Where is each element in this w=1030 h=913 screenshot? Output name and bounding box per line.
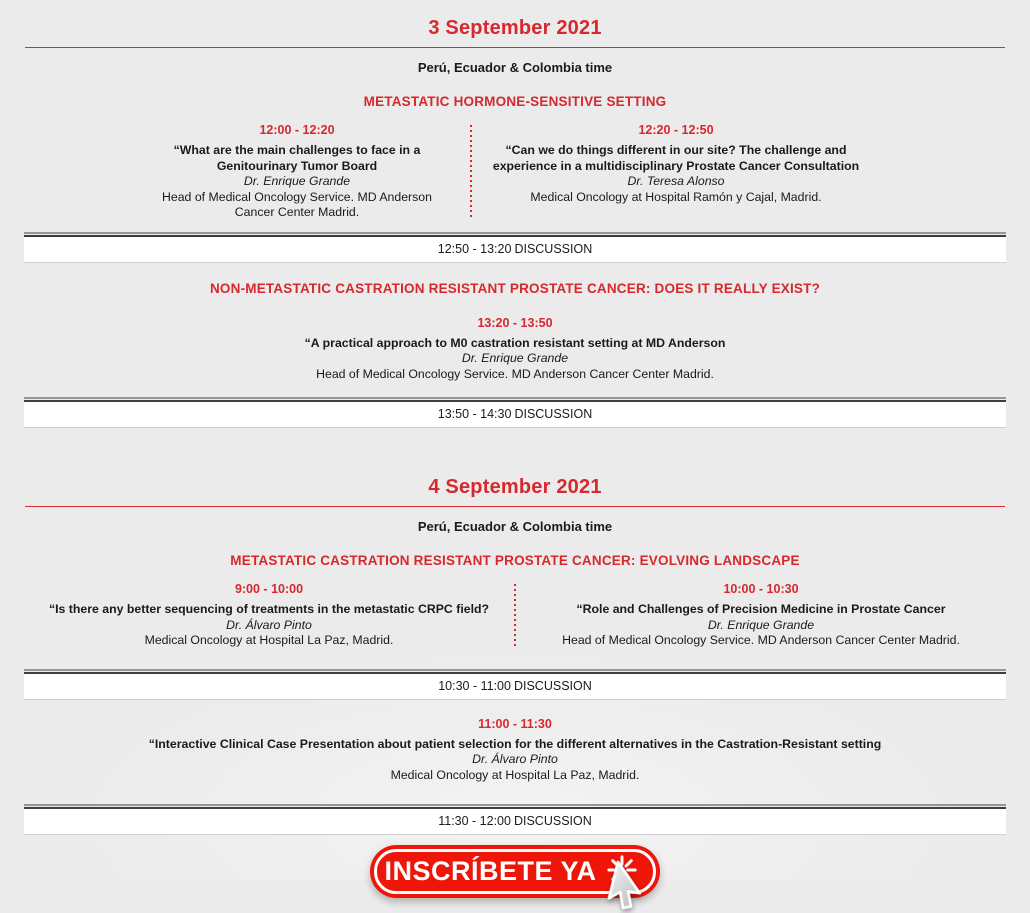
session-card (516, 582, 1006, 649)
session-columns (24, 123, 1006, 221)
discussion-time: 12:50 - 13:20 (437, 241, 512, 256)
register-button-area (0, 845, 1030, 898)
session-title-line: “A practical approach to M0 castration resistant setting at MD Anderson (304, 335, 726, 350)
discussion-time: 11:30 - 12:00 (438, 814, 511, 828)
register-button-label: INSCRÍBETE YA (384, 856, 597, 886)
session-time: 13:20 - 13:50 (477, 315, 553, 330)
day-4-september-2021 (0, 475, 1030, 835)
session-affiliation-line: Head of Medical Oncology Service. MD Anderson (162, 189, 432, 204)
session-card (24, 316, 1006, 383)
discussion-bar (24, 232, 1006, 263)
timezone-note: Perú, Ecuador & Colombia time (417, 519, 613, 534)
session-time: 10:00 - 10:30 (723, 582, 799, 596)
session-time: 9:00 - 10:00 (234, 582, 304, 596)
date-heading: 3 September 2021 (428, 17, 602, 39)
session-speaker: Dr. Álvaro Pinto (226, 617, 312, 632)
bar-top-line (24, 397, 1006, 399)
discussion-bar (24, 804, 1006, 835)
bar-top-line (24, 669, 1006, 671)
session-speaker: Dr. Álvaro Pinto (472, 752, 558, 766)
session-title-line: “Can we do things different in our site? The challenge and (505, 143, 847, 157)
discussion-label: DISCUSSION (513, 678, 592, 693)
date-divider-line (25, 47, 1005, 48)
session-speaker: Dr. Enrique Grande (461, 351, 569, 365)
session-affiliation-line: Head of Medical Oncology Service. MD Anderson Cancer Center Madrid. (316, 366, 714, 381)
day-3-september-2021 (0, 16, 1030, 428)
section-title-mcrpc: METASTATIC CASTRATION RESISTANT PROSTATE CANCER: EVOLVING LANDSCAPE (230, 553, 800, 568)
session-card (472, 123, 1006, 221)
session-affiliation-line: Head of Medical Oncology Service. MD Anderson Cancer Center Madrid. (562, 633, 960, 647)
discussion-time: 13:50 - 14:30 (437, 407, 512, 421)
section-title-nmcrpc: NON-METASTATIC CASTRATION RESISTANT PROSTATE CANCER: DOES IT REALLY EXIST? (209, 280, 821, 296)
session-card (24, 123, 470, 221)
discussion-bar-content (24, 674, 1006, 700)
section-title-mhss: METASTATIC HORMONE-SENSITIVE SETTING (363, 94, 667, 109)
discussion-bar (24, 397, 1006, 428)
date-heading: 4 September 2021 (428, 476, 602, 498)
session-columns (24, 582, 1006, 649)
session-affiliation-line: Medical Oncology at Hospital Ramón y Cajal, Madrid. (530, 189, 822, 204)
session-card (24, 582, 514, 649)
session-speaker: Dr. Enrique Grande (243, 174, 351, 188)
session-time: 12:20 - 12:50 (638, 123, 714, 137)
session-affiliation-line: Cancer Center Madrid. (234, 205, 360, 219)
discussion-label: DISCUSSION (514, 241, 593, 256)
bar-top-line (24, 804, 1006, 806)
discussion-bar (24, 669, 1006, 700)
discussion-bar-content (24, 402, 1006, 428)
discussion-bar-content (24, 237, 1006, 263)
session-title-line: “Role and Challenges of Precision Medicine in Prostate Cancer (576, 602, 946, 616)
date-divider-line (25, 506, 1005, 507)
session-title-line: “Is there any better sequencing of treatments in the metastatic CRPC field? (48, 602, 490, 616)
session-time: 11:00 - 11:30 (478, 716, 552, 731)
session-card (24, 717, 1006, 784)
session-title-line: “Interactive Clinical Case Presentation about patient selection for the different alternatives in the Castration-Resistant setting (148, 736, 882, 751)
discussion-label: DISCUSSION (514, 407, 593, 421)
discussion-time: 10:30 - 11:00 (438, 678, 511, 693)
bar-top-line (24, 232, 1006, 234)
register-button[interactable] (370, 845, 660, 898)
session-affiliation-line: Medical Oncology at Hospital La Paz, Madrid. (144, 633, 394, 647)
cursor-icon (614, 859, 654, 913)
discussion-bar-content (24, 809, 1006, 835)
discussion-label: DISCUSSION (513, 814, 592, 828)
session-time: 12:00 - 12:20 (259, 123, 335, 137)
session-title-line: “What are the main challenges to face in a (173, 143, 421, 157)
session-title-line: Genitourinary Tumor Board (216, 158, 378, 173)
timezone-note: Perú, Ecuador & Colombia time (417, 60, 613, 75)
session-speaker: Dr. Enrique Grande (707, 617, 815, 632)
session-speaker: Dr. Teresa Alonso (627, 174, 725, 188)
session-affiliation-line: Medical Oncology at Hospital La Paz, Madrid. (390, 767, 640, 782)
session-title-line: experience in a multidisciplinary Prostate Cancer Consultation (492, 158, 860, 173)
